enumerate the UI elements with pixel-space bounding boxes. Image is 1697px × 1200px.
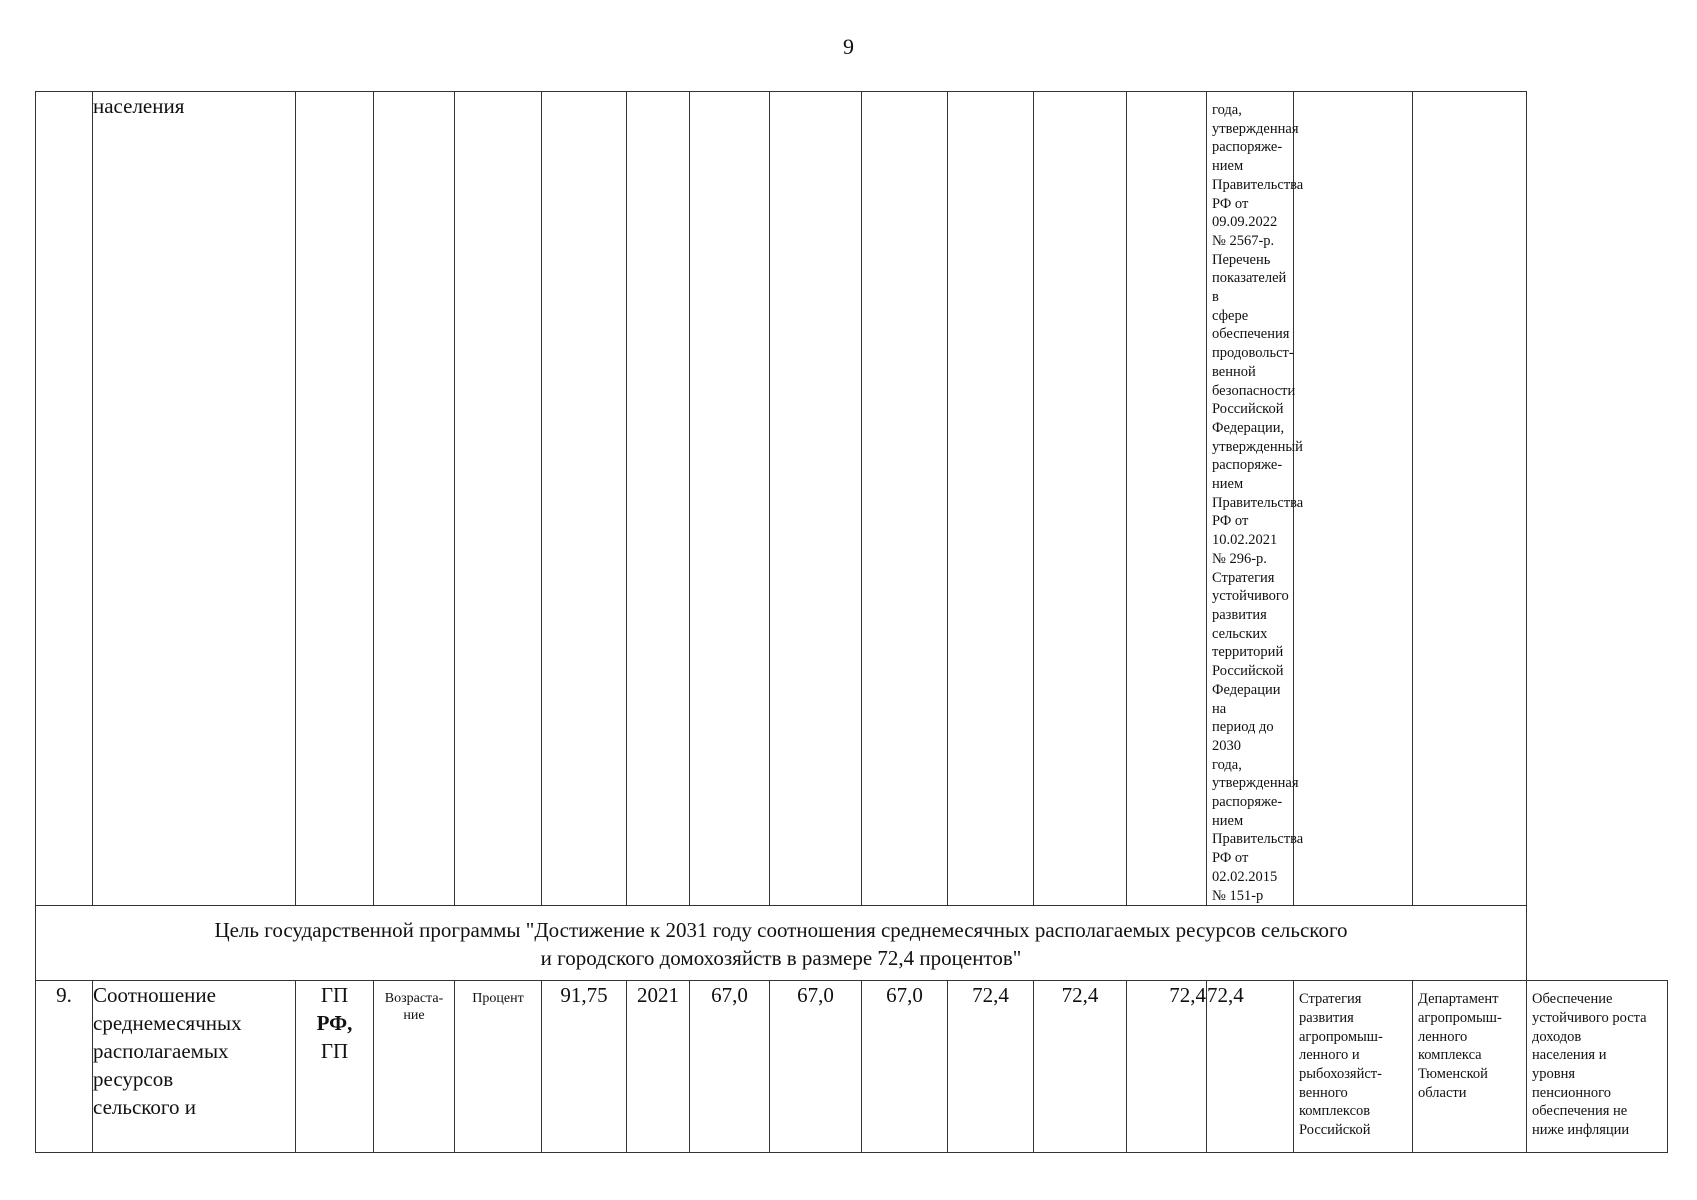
value-2026-cell: 67,0 <box>862 981 948 1153</box>
level-line-3: ГП <box>320 1039 349 1064</box>
level-cell <box>296 981 374 1153</box>
cell-empty <box>1034 92 1127 906</box>
trend-cell: Возраста- ние <box>374 981 455 1153</box>
link-cell: Обеспечение устойчивого роста доходов населения и уровня пенсионного обеспечения не ниже инфляции <box>1527 981 1668 1153</box>
cell-empty <box>948 92 1034 906</box>
value-2030-cell: 72,4 <box>1207 981 1294 1153</box>
cell-empty <box>862 92 948 906</box>
cell-empty <box>627 92 690 906</box>
continuation-row <box>36 92 1668 906</box>
indicator-row-9 <box>36 981 1668 1153</box>
cell-empty <box>770 92 862 906</box>
documents-cell: года, утвержденная распоряже- нием Правительства РФ от 09.09.2022 № 2567-р. Перечень показателей в сфере обеспечения продовольст- венной безопасности Российской Федерации, утвержденный распоряже- нием Правительства РФ от 10.02.2021 № 296-р. Стратегия устойчивого развития сельских территорий Российской Федерации на период до 2030 года, утвержденная распоряже- нием Правительства РФ от 02.02.2015 № 151-р <box>1207 92 1294 906</box>
indicators-table <box>35 91 1668 1153</box>
cell-num-empty <box>36 92 93 906</box>
cell-empty <box>690 92 770 906</box>
cell-empty <box>455 92 542 906</box>
documents-cell-row-9: Стратегия развития агропромыш- ленного и рыбохозяйст- венного комплексов Российской <box>1294 981 1413 1153</box>
row-number: 9. <box>36 981 93 1153</box>
cell-empty <box>1294 92 1413 906</box>
goal-cell <box>36 906 1527 981</box>
value-2027-cell: 72,4 <box>948 981 1034 1153</box>
indicator-name: Соотношение среднемесячных располагаемых ресурсов сельского и <box>93 981 296 1153</box>
goal-line-1: Цель государственной программы "Достижение к 2031 году соотношения среднемесячных располагаемых ресурсов сельского <box>214 918 1348 943</box>
cell-empty <box>1127 92 1207 906</box>
goal-line-2: и городского домохозяйств в размере 72,4 процентов" <box>540 946 1022 971</box>
indicator-cell <box>93 92 296 906</box>
value-2028-cell: 72,4 <box>1034 981 1127 1153</box>
base-value-cell: 91,75 <box>542 981 627 1153</box>
base-year-cell: 2021 <box>627 981 690 1153</box>
value-2029-cell: 72,4 <box>1127 981 1207 1153</box>
level-line-1: ГП <box>320 983 349 1008</box>
level-line-2: РФ, <box>316 1011 353 1036</box>
cell-empty <box>374 92 455 906</box>
cell-empty <box>1413 92 1527 906</box>
value-2025-cell: 67,0 <box>770 981 862 1153</box>
responsible-cell: Департамент агропромыш- ленного комплекса Тюменской области <box>1413 981 1527 1153</box>
cell-empty <box>296 92 374 906</box>
cell-empty <box>542 92 627 906</box>
indicator-tail-text: населения <box>93 94 185 118</box>
goal-row <box>36 906 1668 981</box>
value-2024-cell: 67,0 <box>690 981 770 1153</box>
unit-cell: Процент <box>455 981 542 1153</box>
page-number: 9 <box>843 34 854 59</box>
